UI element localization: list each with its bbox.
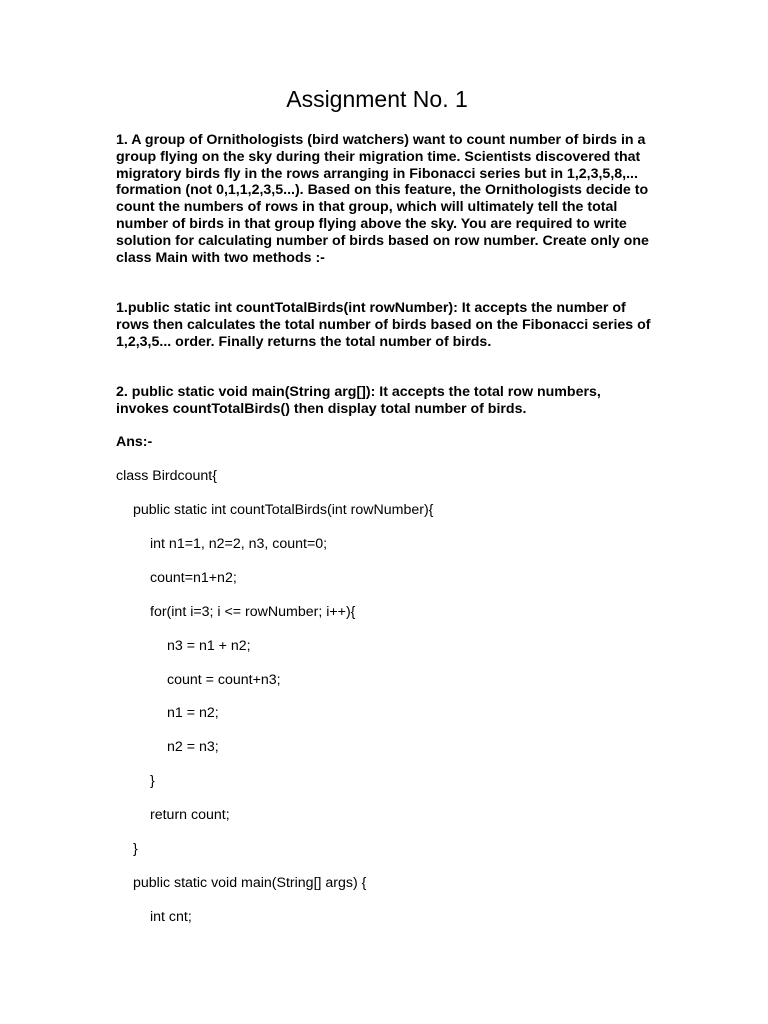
- question-paragraph: 1. A group of Ornithologists (bird watchers) want to count number of birds in a group flying on the sky during their migration time. Scientists discovered that migratory birds fly in the rows arranging in Fibonacci series but in 1,2,3,5,8,... formation (not 0,1,1,2,3,5...). Based on this feature, the Ornithologists decide to count the numbers of rows in that group, which will ultimately tell the total number of birds in that group flying above the sky. You are required to write solution for calculating number of birds based on row number. Create only one class Main with two methods :-: [116, 132, 649, 266]
- code-line: n3 = n1 + n2;: [167, 638, 251, 654]
- code-line: }: [150, 773, 155, 789]
- answer-label: Ans:-: [116, 434, 153, 450]
- code-line: int n1=1, n2=2, n3, count=0;: [150, 536, 328, 552]
- code-line: return count;: [150, 807, 230, 823]
- code-line: int cnt;: [150, 909, 192, 925]
- page-title: Assignment No. 1: [286, 86, 468, 112]
- code-line: public static int countTotalBirds(int rowNumber){: [133, 502, 434, 518]
- method-two-description: 2. public static void main(String arg[]): It accepts the total row numbers, invokes countTotalBirds() then display total number of birds.: [116, 384, 601, 417]
- code-line: n1 = n2;: [167, 705, 219, 721]
- code-line: count=n1+n2;: [150, 570, 237, 586]
- code-line: n2 = n3;: [167, 739, 219, 755]
- code-line: public static void main(String[] args) {: [133, 875, 367, 891]
- method-one-description: 1.public static int countTotalBirds(int rowNumber): It accepts the number of rows then calculates the total number of birds based on the Fibonacci series of 1,2,3,5... order. Finally returns the total number of birds.: [116, 300, 651, 350]
- code-line: count = count+n3;: [167, 672, 281, 688]
- code-line: }: [133, 841, 138, 857]
- code-line: class Birdcount{: [116, 468, 217, 484]
- code-line: for(int i=3; i <= rowNumber; i++){: [150, 604, 356, 620]
